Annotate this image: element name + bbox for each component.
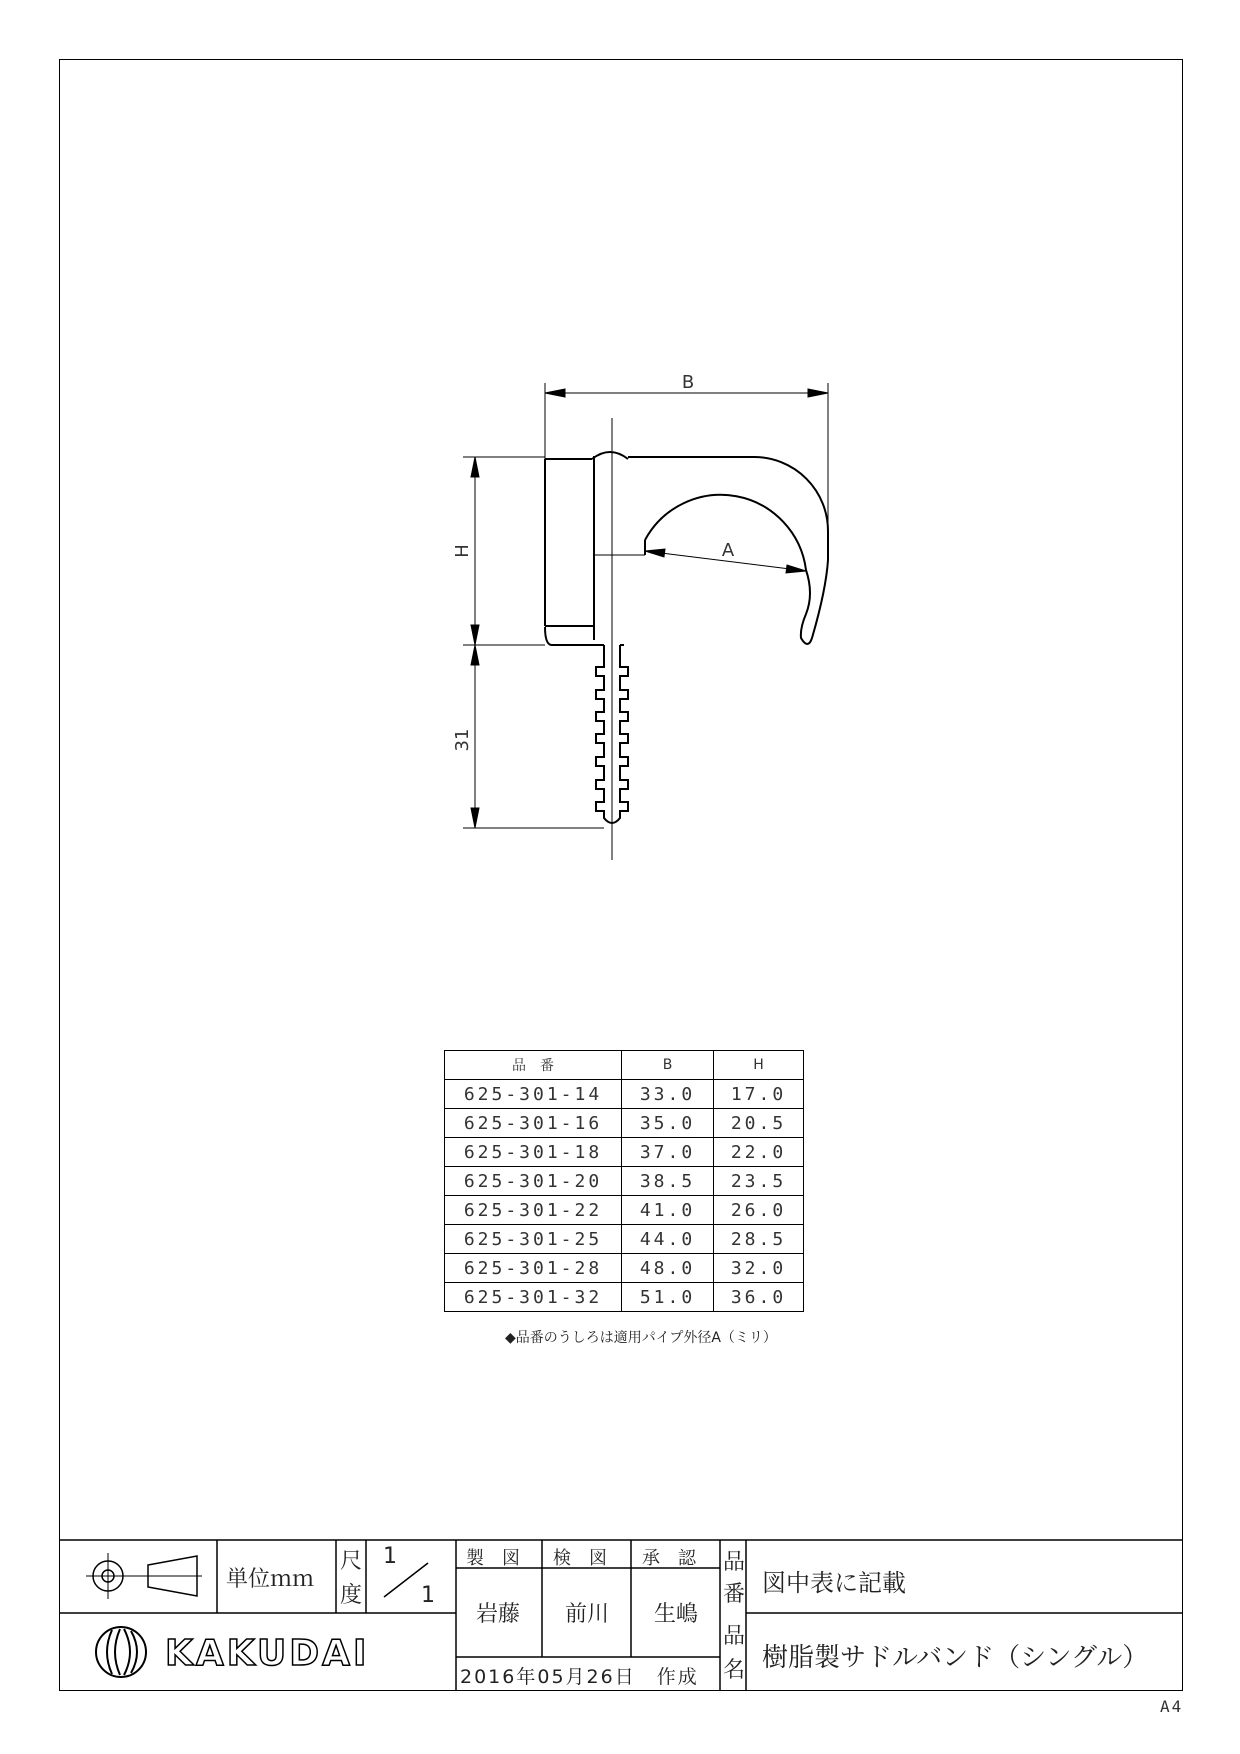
part-name-label-1: 品 (723, 1624, 746, 1649)
cell-h: 23.5 (714, 1167, 804, 1196)
table-row (445, 1109, 804, 1138)
third-angle-projection-icon (86, 1553, 202, 1599)
approved-by: 生嶋 (654, 1602, 699, 1627)
cell-part-no: 625-301-25 (445, 1225, 622, 1254)
created-date: 2016年05月26日 作成 (460, 1666, 699, 1688)
part-no-value: 図中表に記載 (762, 1569, 906, 1597)
col-header-part-no: 品 番 (445, 1051, 622, 1080)
cell-h: 28.5 (714, 1225, 804, 1254)
scale-label-2: 度 (340, 1583, 363, 1608)
cell-b: 33.0 (622, 1080, 714, 1109)
cell-part-no: 625-301-20 (445, 1167, 622, 1196)
spec-table (444, 1050, 804, 1312)
cell-part-no: 625-301-14 (445, 1080, 622, 1109)
cell-b: 35.0 (622, 1109, 714, 1138)
cell-b: 41.0 (622, 1196, 714, 1225)
part-no-label-1: 品 (723, 1550, 746, 1575)
cell-b: 38.5 (622, 1167, 714, 1196)
drawn-label: 製 図 (466, 1548, 520, 1569)
scale-numerator: 1 (383, 1544, 397, 1569)
dim-h-label: H (452, 544, 473, 558)
cell-h: 32.0 (714, 1254, 804, 1283)
dim-a-label: A (721, 540, 735, 561)
cell-part-no: 625-301-28 (445, 1254, 622, 1283)
dim-b-label: B (681, 372, 695, 393)
cell-part-no: 625-301-32 (445, 1283, 622, 1312)
cell-h: 36.0 (714, 1283, 804, 1312)
checked-label: 検 図 (553, 1548, 607, 1569)
dim-31-label: 31 (452, 728, 473, 752)
cell-b: 44.0 (622, 1225, 714, 1254)
table-note: ◆品番のうしろは適用パイプ外径A（ミリ） (505, 1330, 777, 1346)
table-row (445, 1080, 804, 1109)
col-header-h: H (714, 1051, 804, 1080)
kakudai-logo-icon (96, 1627, 146, 1677)
checked-by: 前川 (565, 1602, 610, 1627)
cell-part-no: 625-301-18 (445, 1138, 622, 1167)
part-name-label-2: 名 (723, 1658, 746, 1683)
part-name-value: 樹脂製サドルバンド（シングル） (762, 1643, 1149, 1673)
scale-denominator: 1 (421, 1583, 435, 1608)
part-no-label-2: 番 (723, 1582, 746, 1607)
col-header-b: B (622, 1051, 714, 1080)
table-row (445, 1138, 804, 1167)
scale-label-1: 尺 (340, 1549, 363, 1574)
table-row (445, 1167, 804, 1196)
cell-part-no: 625-301-16 (445, 1109, 622, 1138)
cell-b: 51.0 (622, 1283, 714, 1312)
cell-h: 22.0 (714, 1138, 804, 1167)
table-header-row (445, 1051, 804, 1080)
company-logo-text: KAKUDAI (165, 1633, 370, 1674)
table-row (445, 1225, 804, 1254)
table-row (445, 1283, 804, 1312)
cell-b: 37.0 (622, 1138, 714, 1167)
table-row (445, 1254, 804, 1283)
paper-size: A4 (1160, 1697, 1184, 1716)
cell-h: 26.0 (714, 1196, 804, 1225)
drawn-by: 岩藤 (476, 1602, 521, 1627)
approved-label: 承 認 (642, 1548, 696, 1569)
unit-label: 単位ｍｍ (226, 1567, 315, 1592)
table-row (445, 1196, 804, 1225)
cell-part-no: 625-301-22 (445, 1196, 622, 1225)
cell-h: 20.5 (714, 1109, 804, 1138)
cell-b: 48.0 (622, 1254, 714, 1283)
cell-h: 17.0 (714, 1080, 804, 1109)
